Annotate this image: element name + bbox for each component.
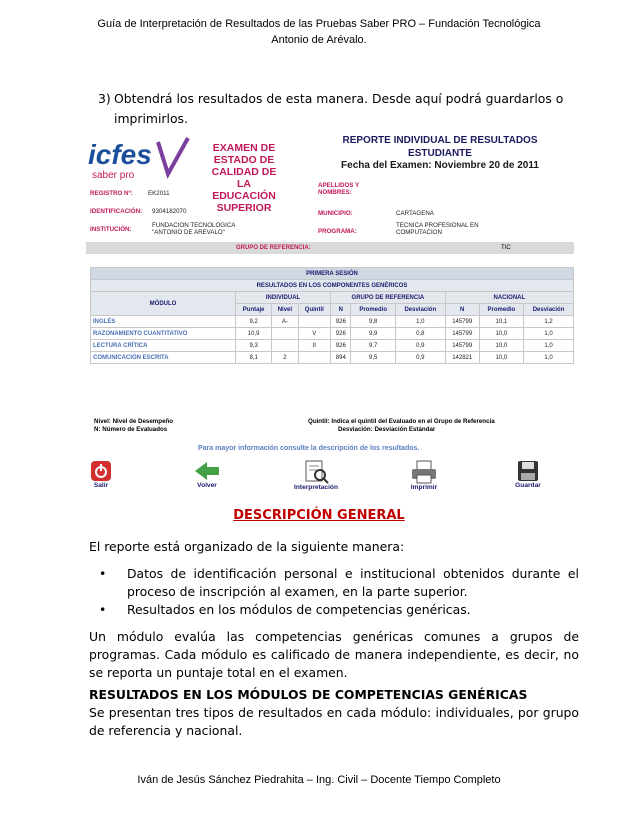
page-header: Guía de Interpretación de Resultados de las Pruebas Saber PRO – Fundación Tecnológica Antonio de Arévalo.: [97, 18, 541, 46]
value-cell: 10,9: [236, 328, 272, 340]
col-modulo: MÓDULO: [91, 292, 236, 316]
grupo-label: GRUPO DE REFERENCIA:: [236, 245, 311, 251]
value-cell: 1,0: [524, 340, 574, 352]
value-cell: 1,0: [524, 328, 574, 340]
registro-value: EK2011: [148, 190, 170, 197]
salir-label: Salir: [93, 482, 109, 489]
interpretacion-label: Interpretación: [294, 484, 338, 491]
subheader-cell: Puntaje: [236, 304, 272, 316]
institucion-value: FUNDACION TECNOLOGICA "ANTONIO DE AREVALO": [152, 222, 236, 236]
more-info-link[interactable]: Para mayor información consulte la descripción de los resultados.: [198, 445, 420, 452]
step-instruction: [98, 89, 578, 129]
subheader-cell: N: [445, 304, 479, 316]
report-title: [312, 135, 568, 173]
volver-label: Volver: [197, 482, 217, 489]
table-row: [91, 328, 574, 340]
results-paragraph: Se presentan tres tipos de resultados en cada módulo: individuales, por grupo de referencia y nacional.: [89, 705, 579, 738]
value-cell: 10,0: [479, 328, 523, 340]
legend-quintil: Quintil: Indica el quintil del Evaluado en el Grupo de Referencia: [308, 418, 495, 425]
value-cell: [298, 316, 331, 328]
subheader-cell: Desviación: [524, 304, 574, 316]
value-cell: 10,0: [479, 340, 523, 352]
registro-label: REGISTRO Nº:: [90, 190, 133, 197]
module-name-cell: LECTURA CRÍTICA: [91, 340, 236, 352]
municipio-label: MUNICIPIO:: [318, 210, 353, 217]
value-cell: 926: [331, 340, 351, 352]
embedded-report-screenshot: [86, 128, 576, 498]
value-cell: 926: [331, 316, 351, 328]
list-item: • Datos de identificación personal e institucional obtenidos durante el proceso de inscripción al examen, en la parte superior.: [99, 566, 579, 599]
value-cell: II: [298, 340, 331, 352]
results-subheading: RESULTADOS EN LOS MÓDULOS DE COMPETENCIAS GENÉRICAS: [89, 687, 528, 702]
programa-label: PROGRAMA:: [318, 228, 357, 235]
module-paragraph: Un módulo evalúa las competencias genéricas comunes a grupos de programas. Cada módulo es calificado de manera independiente, es decir, no se reporta un puntaje total en el examen.: [89, 629, 579, 680]
identificacion-label: IDENTIFICACIÓN:: [90, 208, 143, 215]
legend-left: [94, 418, 173, 434]
value-cell: 10,0: [479, 352, 523, 364]
bullet-icon: •: [99, 602, 107, 617]
svg-text:icfes: icfes: [88, 139, 152, 170]
imprimir-button[interactable]: [404, 460, 444, 491]
power-icon: [90, 460, 112, 482]
step-number: 3): [98, 91, 111, 106]
value-cell: 926: [331, 328, 351, 340]
value-cell: 8,1: [236, 352, 272, 364]
exam-title: EXAMEN DE ESTADO DE CALIDAD DE LA EDUCACIÓN SUPERIOR: [211, 142, 277, 214]
value-cell: 0,8: [395, 328, 445, 340]
svg-text:saber pro: saber pro: [92, 170, 135, 181]
guardar-button[interactable]: [508, 460, 548, 489]
imprimir-label: Imprimir: [410, 484, 438, 491]
value-cell: 142821: [445, 352, 479, 364]
legend-nivel: Nivel: Nivel de Desempeño: [94, 418, 174, 425]
value-cell: 9,3: [236, 340, 272, 352]
section-title: DESCRIPCIÓN GENERAL: [233, 508, 405, 523]
value-cell: A-: [272, 316, 298, 328]
value-cell: 1,2: [524, 316, 574, 328]
components-header: RESULTADOS EN LOS COMPONENTES GENÉRICOS: [91, 280, 574, 292]
legend-desviacion: Desviación: Desviación Estándar: [338, 426, 436, 433]
reference-group-bar: [86, 242, 574, 254]
value-cell: 145799: [445, 328, 479, 340]
page-footer: Iván de Jesús Sánchez Piedrahita – Ing. Civil – Docente Tiempo Completo: [137, 774, 501, 786]
grupo-value: TIC: [501, 245, 511, 251]
value-cell: 145799: [445, 316, 479, 328]
municipio-value: CARTAGENA: [396, 210, 434, 217]
subheader-cell: Quintil: [298, 304, 331, 316]
value-cell: 9,2: [236, 316, 272, 328]
exam-date: [312, 160, 568, 173]
module-name-cell: RAZONAMIENTO CUANTITATIVO: [91, 328, 236, 340]
value-cell: 9,9: [351, 328, 395, 340]
table-row: [91, 340, 574, 352]
step-text: Obtendrá los resultados de esta manera. Desde aquí podrá guardarlos o imprimirlos.: [114, 91, 564, 126]
subheader-cell: Promedio: [351, 304, 395, 316]
document-search-icon: [303, 460, 329, 484]
col-nacional: NACIONAL: [445, 292, 573, 304]
exam-date-label: Fecha del Examen:: [341, 160, 432, 171]
salir-button[interactable]: [86, 460, 116, 489]
table-row: [91, 352, 574, 364]
value-cell: [298, 352, 331, 364]
value-cell: 10,1: [479, 316, 523, 328]
value-cell: 9,5: [351, 352, 395, 364]
intro-paragraph: El reporte está organizado de la siguiente manera:: [89, 539, 405, 554]
identificacion-value: 9304182070: [152, 208, 187, 215]
value-cell: V: [298, 328, 331, 340]
value-cell: 894: [331, 352, 351, 364]
icfes-logo: [88, 134, 208, 190]
report-title-line1: REPORTE INDIVIDUAL DE RESULTADOS: [342, 135, 538, 146]
value-cell: [272, 340, 298, 352]
value-cell: [272, 328, 298, 340]
results-table: [90, 267, 574, 364]
exam-date-value: Noviembre 20 de 2011: [434, 160, 539, 171]
value-cell: 1,0: [395, 316, 445, 328]
subheader-cell: Nivel: [272, 304, 298, 316]
legend-n: N: Número de Evaluados: [94, 426, 168, 433]
table-row: [91, 316, 574, 328]
bullet-list: [89, 565, 579, 619]
col-individual: INDIVIDUAL: [236, 292, 331, 304]
report-title-line2: ESTUDIANTE: [408, 147, 472, 159]
floppy-disk-icon: [517, 460, 539, 482]
volver-button[interactable]: [192, 460, 222, 489]
subheader-cell: Desviación: [395, 304, 445, 316]
value-cell: 9,8: [351, 316, 395, 328]
value-cell: 145799: [445, 340, 479, 352]
session-header: PRIMERA SESIÓN: [91, 268, 574, 280]
module-name-cell: COMUNICACIÓN ESCRITA: [91, 352, 236, 364]
printer-icon: [411, 460, 437, 484]
col-grupo: GRUPO DE REFERENCIA: [331, 292, 446, 304]
apellidos-label: APELLIDOS Y NOMBRES:: [318, 182, 360, 196]
institucion-label: INSTITUCIÓN:: [90, 226, 132, 233]
value-cell: 0,9: [395, 340, 445, 352]
interpretacion-button[interactable]: [286, 460, 346, 491]
module-name-cell: INGLÉS: [91, 316, 236, 328]
legend-right: [308, 418, 495, 434]
back-arrow-icon: [193, 460, 221, 482]
programa-value: TECNICA PROFESIONAL EN COMPUTACION: [396, 222, 479, 236]
value-cell: 0,9: [395, 352, 445, 364]
subheader-cell: N: [331, 304, 351, 316]
value-cell: 2: [272, 352, 298, 364]
value-cell: 9,7: [351, 340, 395, 352]
subheader-cell: Promedio: [479, 304, 523, 316]
value-cell: 1,0: [524, 352, 574, 364]
guardar-label: Guardar: [515, 482, 541, 489]
bullet-icon: •: [99, 566, 107, 581]
list-item: • Resultados en los módulos de competencias genéricas.: [99, 602, 471, 617]
